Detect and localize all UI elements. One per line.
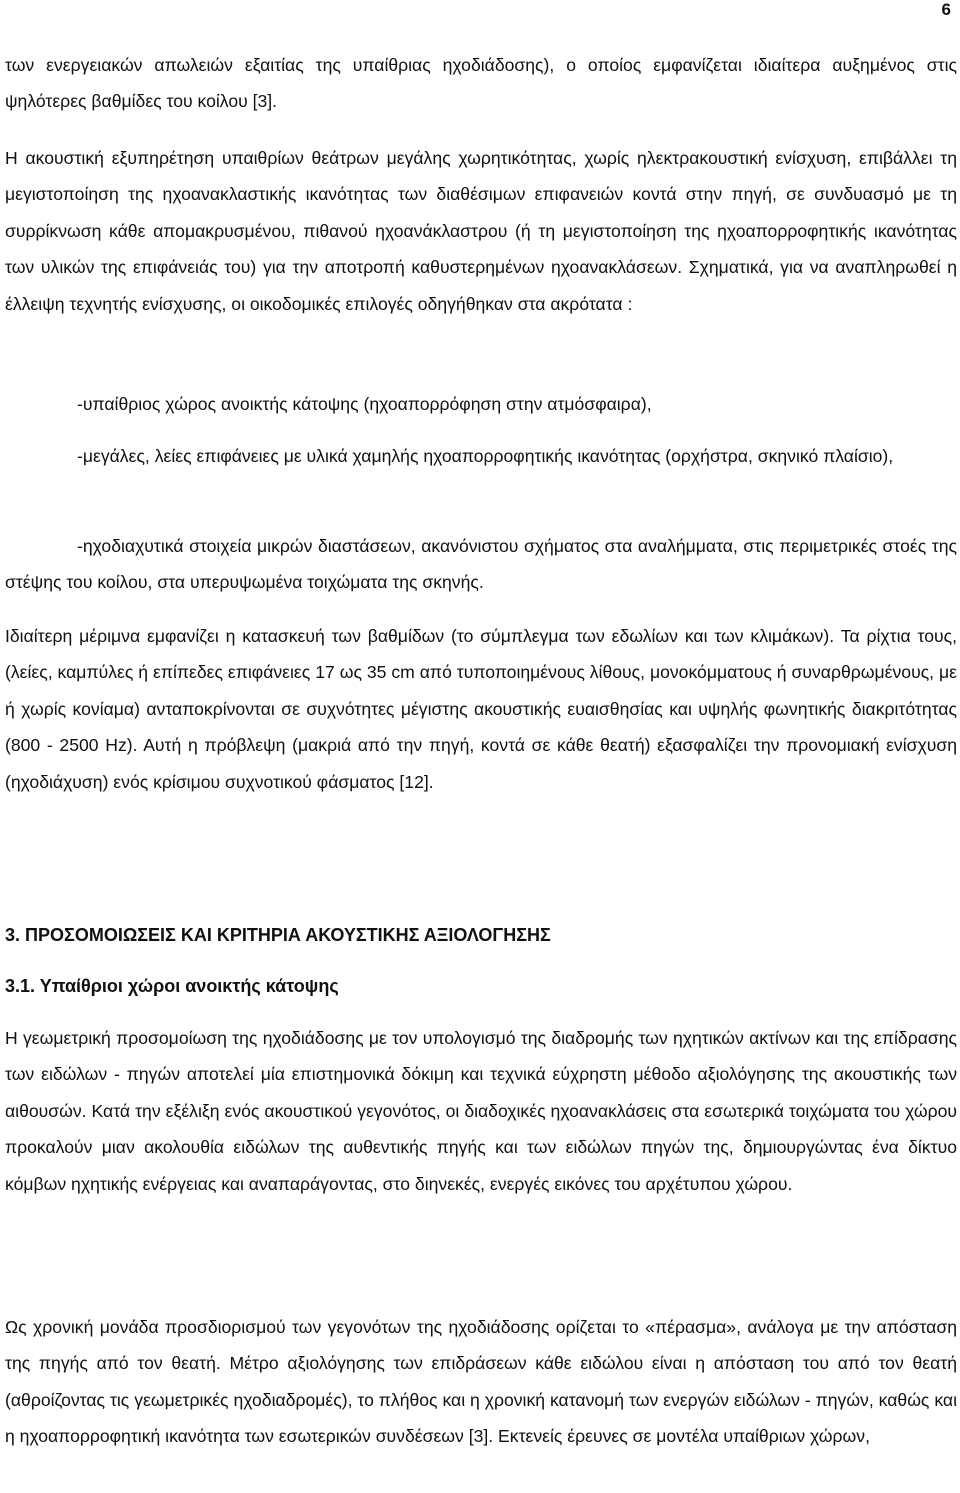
subsection-heading: 3.1. Υπαίθριοι χώροι ανοικτής κάτοψης (5, 976, 339, 996)
page-number: 6 (941, 0, 951, 19)
list-item-diffusive-elements: -ηχοδιαχυτικά στοιχεία μικρών διαστάσεων, ακανόνιστου σχήματος στα αναλήμματα, στις περιμετρικές στοές της στέψης του κοίλου, στα υπερυψωμένα τοιχώματα της σκηνής. (5, 536, 957, 593)
paragraph-acoustic-service: Η ακουστική εξυπηρέτηση υπαιθρίων θεάτρων μεγάλης χωρητικότητας, χωρίς ηλεκτρακουστική ενίσχυση, επιβάλλει τη μεγιστοποίηση της ηχοανακλαστικής ικανότητας των διαθέσιμων επιφανειών κοντά στην πηγή, σε συνδυασμό με τη συρρίκνωση κάθε απομακρυσμένου, πιθανού ηχοανάκλαστρου (ή τη μεγιστοποίηση της ηχοαπορροφητικής ικανότητας των υλικών της επιφάνειάς του) για την αποτροπή καθυστερημένων ηχοανακλάσεων. Σχηματικά, για να αναπληρωθεί η έλλειψη τεχνητής ενίσχυσης, οι οικοδομικές επιλογές οδηγήθηκαν στα ακρότατα : (5, 148, 957, 314)
paragraph-tiers: Ιδιαίτερη μέριμνα εμφανίζει η κατασκευή των βαθμίδων (το σύμπλεγμα των εδωλίων και των κλιμάκων). Τα ρίχτια τους, (λείες, καμπύλες ή επίπεδες επιφάνειες 17 ως 35 cm από τυποποιημένους λίθους, μονοκόμματους ή συναρθρωμένους, με ή χωρίς κονίαμα) ανταποκρίνονται σε συχνότητες μέγιστης ακουστικής ευαισθησίας και υψηλής φωνητικής διακριτότητας (800 - 2500 Hz). Αυτή η πρόβλεψη (μακριά από την πηγή, κοντά σε κάθε θεατή) εξασφαλίζει την προνομιακή ενίσχυση (ηχοδιάχυση) ενός κρίσιμου συχνοτικού φάσματος [12]. (5, 626, 957, 792)
paragraph-geometric-simulation: Η γεωμετρική προσομοίωση της ηχοδιάδοσης με τον υπολογισμό της διαδρομής των ηχητικών ακτίνων και της επίδρασης των ειδώλων - πηγών αποτελεί μία επιστημονικά δόκιμη και τεχνικά εύχρηστη μέθοδο αξιολόγησης της ακουστικής των αιθουσών. Κατά την εξέλιξη ενός ακουστικού γεγονότος, οι διαδοχικές ηχοανακλάσεις στα εσωτερικά τοιχώματα του χώρου προκαλούν μιαν ακολουθία ειδώλων της αυθεντικής πηγής και των ειδώλων πηγών της, δημιουργώντας ένα δίκτυο κόμβων ηχητικής ενέργειας και αναπαράγοντας, στο διηνεκές, ενεργές εικόνες του αρχέτυπου χώρου. (5, 1028, 957, 1194)
paragraph-time-unit: Ως χρονική μονάδα προσδιορισμού των γεγονότων της ηχοδιάδοσης ορίζεται το «πέρασμα», ανάλογα με την απόσταση της πηγής από τον θεατή. Μέτρο αξιολόγησης των επιδράσεων κάθε ειδώλου είναι η απόσταση του από τον θεατή (αθροίζοντας τις γεωμετρικές ηχοδιαδρομές), το πλήθος και η χρονική κατανομή των ενεργών ειδώλων - πηγών, καθώς και η ηχοαπορροφητική ικανότητα των εσωτερικών συνδέσεων [3]. Εκτενείς έρευνες σε μοντέλα υπαίθριων χώρων, (5, 1317, 957, 1447)
list-item-smooth-surfaces: -μεγάλες, λείες επιφάνειες με υλικά χαμηλής ηχοαπορροφητικής ικανότητας (ορχήστρα, σκηνικό πλαίσιο), (77, 446, 894, 466)
section-heading: 3. ΠΡΟΣΟΜΟΙΩΣΕΙΣ ΚΑΙ ΚΡΙΤΗΡΙΑ ΑΚΟΥΣΤΙΚΗΣ ΑΞΙΟΛΟΓΗΣΗΣ (5, 925, 551, 945)
paragraph-continuation: των ενεργειακών απωλειών εξαιτίας της υπαίθριας ηχοδιάδοσης), ο οποίος εμφανίζεται ιδιαίτερα αυξημένος στις ψηλότερες βαθμίδες του κοίλου [3]. (5, 55, 957, 112)
list-item-open-space: -υπαίθριος χώρος ανοικτής κάτοψης (ηχοαπορρόφηση στην ατμόσφαιρα), (77, 394, 652, 414)
